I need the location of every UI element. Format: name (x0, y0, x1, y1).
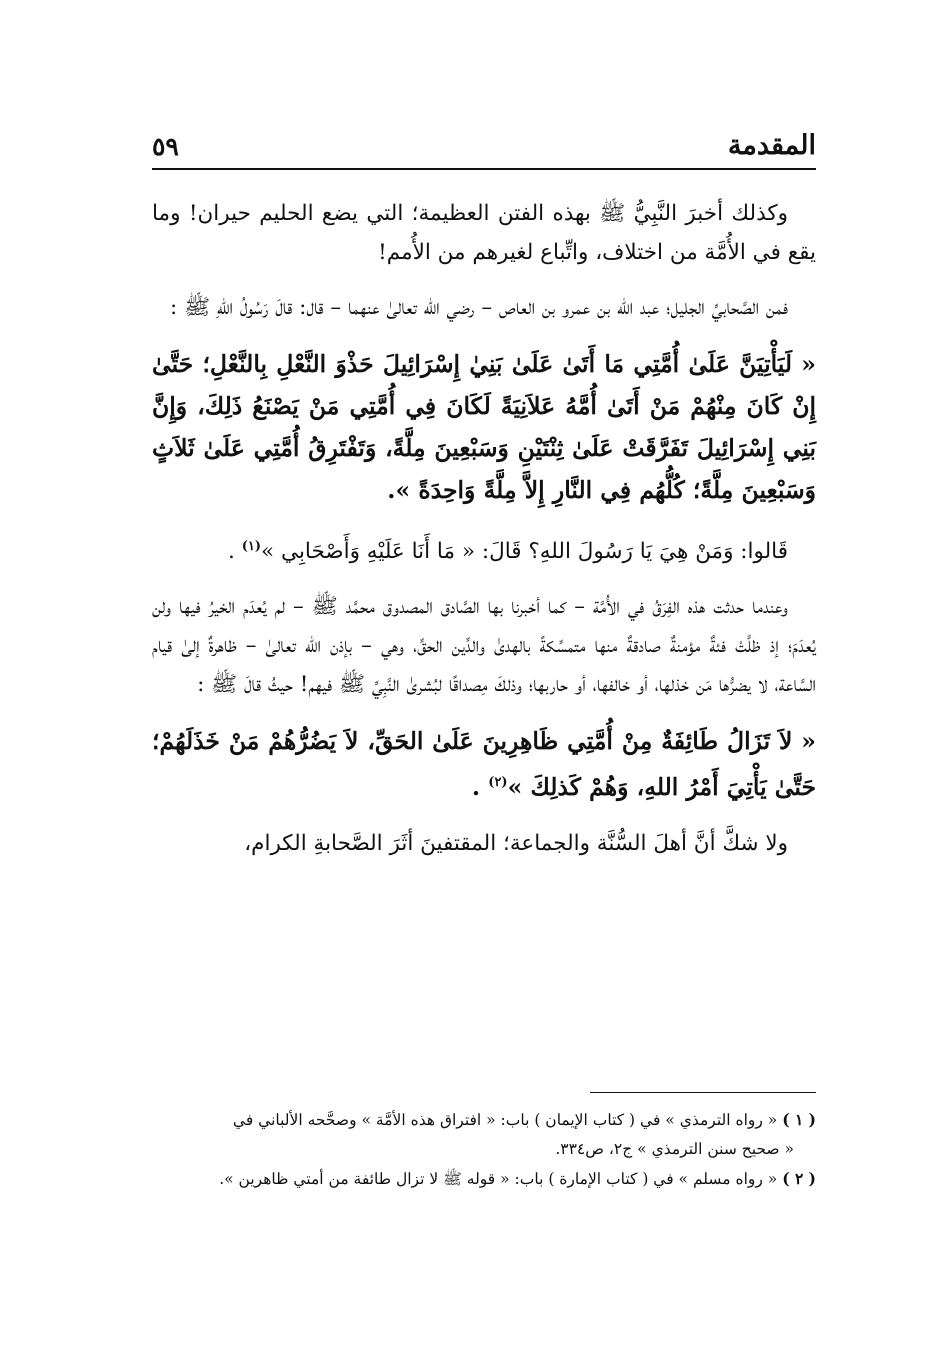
footnote-2-text: « رواه مسلم » في ( كتاب الإمارة ) باب: « قوله ﷺ لا تزال طائفة من أمتي ظاهرين ». (219, 1170, 778, 1188)
main-text (152, 194, 816, 879)
footnote-2 (152, 1164, 816, 1194)
paragraph-question (152, 527, 816, 571)
paragraph-closing: ولا شكَّ أنَّ أهلَ السُّنَّة والجماعة؛ المقتفينَ أثَرَ الصَّحابةِ الكرام، (244, 830, 788, 856)
footnote-1-text: « رواه الترمذي » في ( كتاب الإيمان ) باب: « افتراق هذه الأمَّة » وصحَّحه الألباني في (232, 1111, 778, 1129)
question-text: قَالوا: وَمَنْ هِيَ يَا رَسُولَ اللهِ؟ قَالَ: « مَا أَنَا عَلَيْهِ وَأَصْحَابِي » (261, 539, 788, 565)
paragraph-narration: فمن الصَّحابيِّ الجليل؛ عبد الله بن عمرو بن العاص – رضي الله تعالىٰ عنهما – قال: قالَ رَسُولُ اللهِ ﷺ : (170, 295, 788, 320)
paragraph-sects: وعندما حدثت هذه الفِرَقُ في الأُمَّة – كما أخبرنا بها الصَّادق المصدوق محمَّد ﷺ – لم يُعدَم الخيرُ فيها ولن يُعدَمَ؛ إذ ظلَّتْ فئةٌ مؤمنةٌ صادقةٌ منها متمسِّكةً بالهدىٰ والدِّين الحقِّ، وهي – بإذن الله تعالىٰ – ظاهرةٌ إلىٰ قيام السَّاعة، لا يضرُّها مَن خذلها، أو خالفها، أو حاربها؛ وذلكَ مِصداقًا لبُشرىٰ النَّبِيِّ ﷺ فيهم! حيثُ قالَ ﷺ : (152, 594, 816, 698)
footnote-1-continuation: « صحيح سنن الترمذي » ج٢، ص٣٣٤. (555, 1140, 794, 1158)
running-header (152, 128, 816, 172)
chapter-title: المقدمة (727, 130, 816, 161)
hadith2-text: « لاَ تَزَالُ طَائِفَةٌ مِنْ أُمَّتِي ظَاهِرِينَ عَلَىٰ الحَقِّ، لاَ يَضُرُّهُمْ مَنْ خَذَلَهُمْ؛ حَتَّىٰ يَأْتِيَ أَمْرُ اللهِ، وَهُمْ كَذلِكَ » (152, 727, 816, 801)
footnote-1 (152, 1105, 816, 1135)
footnote-rule (590, 1092, 816, 1093)
hadith-quote-sects: « لَيَأْتِيَنَّ عَلَىٰ أُمَّتِي مَا أَتَىٰ عَلَىٰ بَنِيٰ إِسْرَائِيلَ حَذْوَ النَّعْلِ بِالنَّعْلِ؛ حَتَّىٰ إِنْ كَانَ مِنْهُمْ مَنْ أَتَىٰ أُمَّهُ عَلاَنِيَةً لَكَانَ فِي أُمَّتِي مَنْ يَصْنَعُ ذَلِكَ، وَإِنَّ بَنِي إِسْرَائِيلَ تَفَرَّقَتْ عَلَىٰ ثِنْتَيْنِ وَسَبْعِينَ مِلَّةً، وَتَفْتَرِقُ أُمَّتِي عَلَىٰ ثَلاَثٍ وَسَبْعِينَ مِلَّةً؛ كُلُّهُم فِي النَّارِ إِلاَّ مِلَّةً وَاحِدَةً ». (152, 350, 816, 504)
footnote-2-number: ( ٢ ) (782, 1169, 816, 1188)
paragraph-intro: وكذلك أخبرَ النَّبِيُّ ﷺ بهذه الفتن العظيمة؛ التي يضع الحليم حيران! وما يقع في الأُمَّة من اختلاف، واتِّباع لغيرهم من الأُمم! (152, 201, 816, 265)
hadith2-end: . (471, 772, 481, 801)
hadith-quote-victorious (152, 720, 816, 808)
footnote-ref-1[interactable]: (١) (241, 539, 262, 554)
page-number: ٥٩ (152, 132, 179, 161)
footnote-1-number: ( ١ ) (782, 1110, 816, 1129)
footnotes (152, 1105, 816, 1194)
header-rule (152, 168, 816, 170)
question-end: . (228, 539, 235, 565)
footnote-ref-2[interactable]: (٢) (488, 775, 508, 791)
